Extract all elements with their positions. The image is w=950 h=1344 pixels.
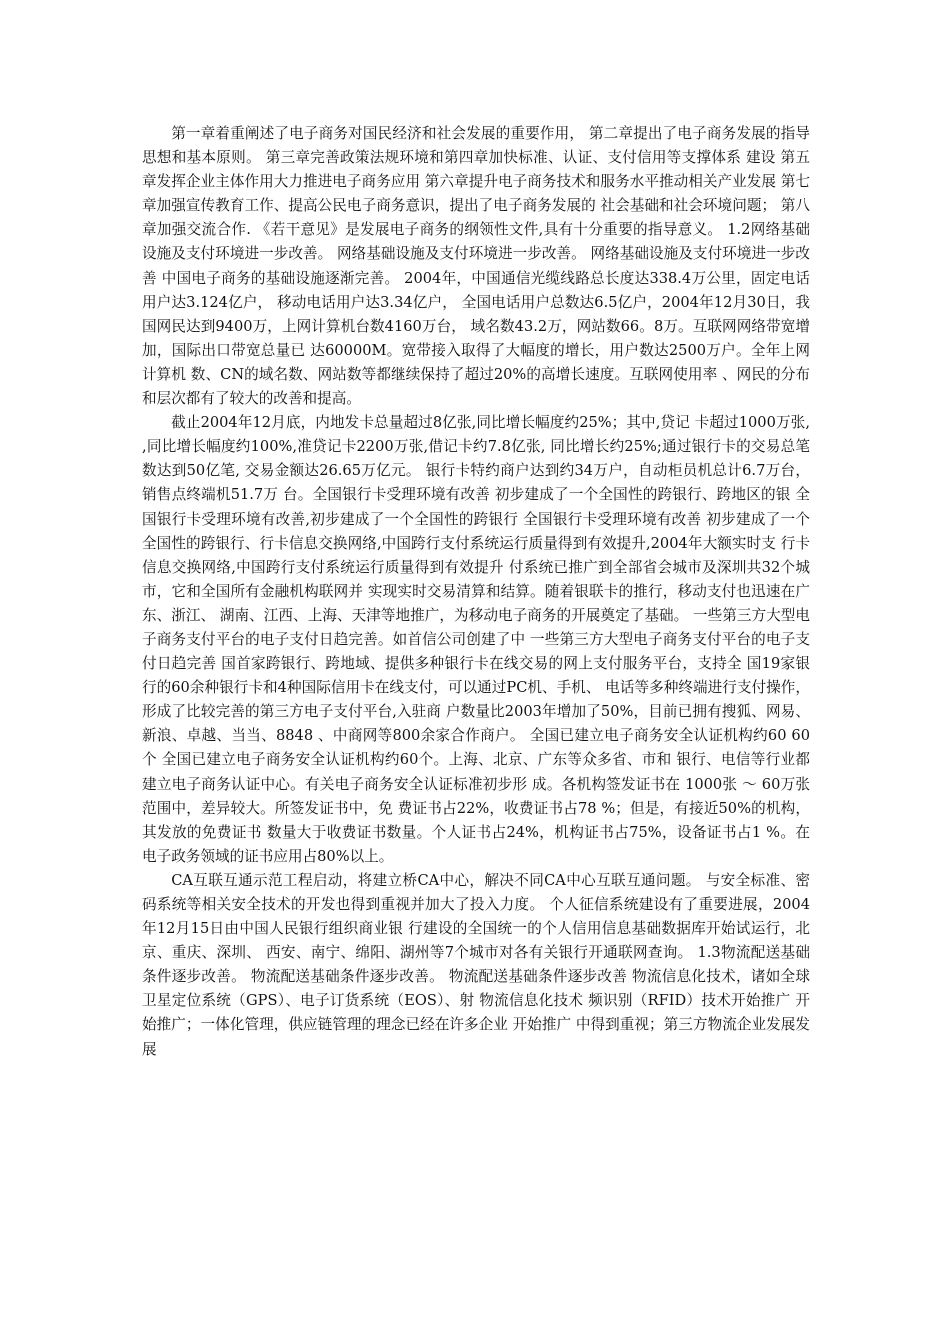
document-body (142, 122, 810, 1062)
paragraph-ca-logistics: CA互联互通示范工程启动，将建立桥CA中心，解决不同CA中心互联互通问题。 与安全标准、密码系统等相关安全技术的开发也得到重视并加大了投入力度。 个人征信系统建设有了重要进展，2004年12月15日由中国人民银行组织商业银 行建设的全国统一的个人信用信息基础数据库开始试运行，北京、重庆、深圳、 西安、南宁、绵阳、湖州等7个城市对各有关银行开通联网查询。 1.3物流配送基础条件逐步改善。 物流配送基础条件逐步改善。 物流配送基础条件逐步改善 物流信息化技术，诸如全球卫星定位系统（GPS）、电子订货系统（EOS）、射 物流信息化技术 频识别（RFID）技术开始推广 开始推广；一体化管理，供应链管理的理念已经在许多企业 开始推广 中得到重视；第三方物流企业发展发展 (142, 871, 810, 1058)
paragraph-bank-card-payment: 截止2004年12月底，内地发卡总量超过8亿张,同比增长幅度约25%；其中,贷记 卡超过1000万张, ,同比增长幅度约100%,准贷记卡2200万张,借记卡约7.8亿张, 同比增长约25%;通过银行卡的交易总笔数达到50亿笔, 交易金额达26.65万亿元。 银行卡特约商户达到约34万户，自动柜员机总计6.7万台，销售点终端机51.7万 台。全国银行卡受理环境有改善 初步建成了一个全国性的跨银行、跨地区的银 全国银行卡受理环境有改善,初步建成了一个全国性的跨银行 全国银行卡受理环境有改善 初步建成了一个全国性的跨银行、行卡信息交换网络,中国跨行支付系统运行质量得到有效提升,2004年大额实时支 行卡信息交换网络,中国跨行支付系统运行质量得到有效提升 付系统已推广到全部省会城市及深圳共32个城市，它和全国所有金融机构联网并 实现实时交易清算和结算。随着银联卡的推行，移动支付也迅速在广东、浙江、 湖南、江西、上海、天津等地推广，为移动电子商务的开展奠定了基础。 一些第三方大型电子商务支付平台的电子支付日趋完善。如首信公司创建了中 一些第三方大型电子商务支付平台的电子支付日趋完善 国首家跨银行、跨地域、提供多种银行卡在线交易的网上支付服务平台，支持全 国19家银行的60余种银行卡和4种国际信用卡在线支付，可以通过PC机、手机、 电话等多种终端进行支付操作，形成了比较完善的第三方电子支付平台,入驻商 户数量比2003年增加了50%，目前已拥有搜狐、网易、新浪、卓越、当当、8848 、中商网等800余家合作商户。 全国已建立电子商务安全认证机构约60 60个 全国已建立电子商务安全认证机构约60个。上海、北京、广东等众多省、市和 银行、电信等行业都建立电子商务认证中心。有关电子商务安全认证标准初步形 成。各机构签发证书在 1000张 ～ 60万张范围中，差异较大。所签发证书中，免 费证书占22%，收费证书占78 %；但是，有接近50%的机构，其发放的免费证书 数量大于收费证书数量。个人证书占24%，机构证书占75%，设备证书占1 %。在 电子政务领域的证书应用占80%以上。 (142, 414, 810, 865)
paragraph-internet-infrastructure: 第一章着重阐述了电子商务对国民经济和社会发展的重要作用， 第二章提出了电子商务发展的指导思想和基本原则。 第三章完善政策法规环境和第四章加快标准、认证、支付信用等支撑体系 建设 第五章发挥企业主体作用大力推进电子商务应用 第六章提升电子商务技术和服务水平推动相关产业发展 第七章加强宣传教育工作、提高公民电子商务意识，提出了电子商务发展的 社会基础和社会环境问题； 第八章加强交流合作. 《若干意见》是发展电子商务的纲领性文件,具有十分重要的指导意义。 1.2网络基础设施及支付环境进一步改善。 网络基础设施及支付环境进一步改善。 网络基础设施及支付环境进一步改善 中国电子商务的基础设施逐渐完善。 2004年，中国通信光缆线路总长度达338.4万公里，固定电话用户达3.124亿户， 移动电话用户达3.34亿户， 全国电话用户总数达6.5亿户，2004年12月30日，我国网民达到9400万，上网计算机台数4160万台， 域名数43.2万，网站数66。8万。互联网网络带宽增加，国际出口带宽总量已 达60000M。宽带接入取得了大幅度的增长，用户数达2500万户。全年上网计算机 数、CN的域名数、网站数等都继续保持了超过20%的高增长速度。互联网使用率 、网民的分布和层次都有了较大的改善和提高。 (142, 125, 810, 408)
